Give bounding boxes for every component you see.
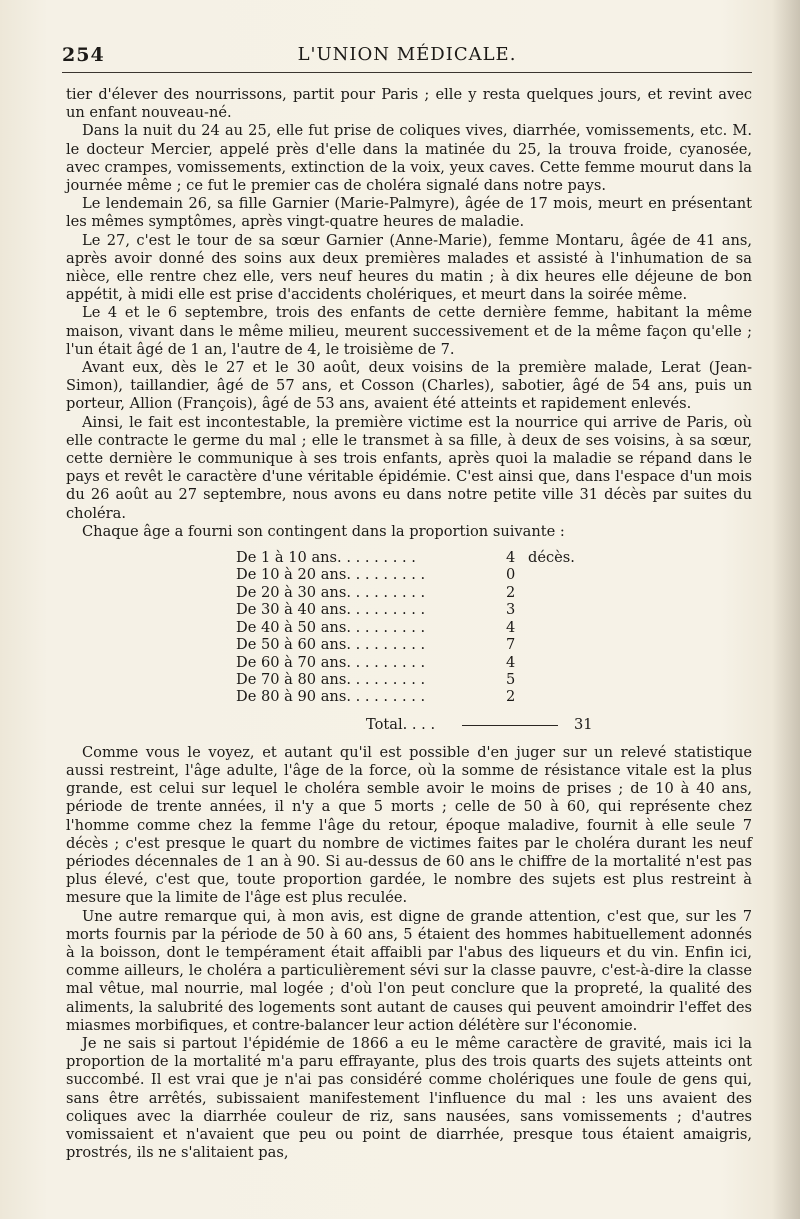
- death-count-cell: 5: [506, 670, 516, 688]
- death-count-cell: 0: [506, 566, 516, 584]
- paragraphs-before-table: [66, 86, 752, 541]
- total-count: 31: [574, 715, 593, 733]
- death-count-cell: 3: [506, 601, 516, 619]
- unit-cell: [528, 671, 616, 688]
- age-range-cell: De 10 à 20 ans. . . . . . . . .: [236, 566, 426, 584]
- page-header: [62, 40, 752, 68]
- unit-cell: [528, 636, 616, 653]
- death-count-cell: 4: [506, 653, 516, 671]
- paragraph: Ainsi, le fait est incontestable, la première victime est la nourrice qui arrive de Paris, où elle contracte le germe du mal ; elle le transmet à sa fille, à deux de ses voisins, à sa sœur, cette dernière le communique à ses trois enfants, après quoi la maladie se répand dans le pays et revêt le caractère d'une véritable épidémie. C'est ainsi que, dans l'espace d'un mois du 26 août au 27 septembre, nous avons eu dans notre petite ville 31 décès par suites du choléra.: [66, 413, 752, 522]
- paragraph: Chaque âge a fourni son contingent dans la proportion suivante :: [82, 522, 565, 540]
- paragraph: Le lendemain 26, sa fille Garnier (Marie-Palmyre), âgée de 17 mois, meurt en présentant les mêmes symptômes, après vingt-quatre heures de maladie.: [66, 195, 752, 231]
- age-range-cell: De 40 à 50 ans. . . . . . . . .: [236, 618, 426, 636]
- paragraph: tier d'élever des nourrissons, partit pour Paris ; elle y resta quelques jours, et revint avec un enfant nouveau-né.: [66, 86, 752, 122]
- unit-cell: [528, 601, 616, 618]
- total-row: [66, 716, 752, 736]
- unit-cell: [528, 688, 616, 705]
- death-count-cell: 2: [506, 688, 516, 706]
- table-row: [236, 566, 616, 583]
- age-range-cell: De 70 à 80 ans. . . . . . . . .: [236, 670, 426, 688]
- unit-cell: [528, 654, 616, 671]
- age-range-cell: De 20 à 30 ans. . . . . . . . .: [236, 583, 426, 601]
- table-row: [236, 584, 616, 601]
- page-number: 254: [62, 44, 105, 66]
- header-rule: [62, 72, 752, 73]
- unit-cell: [528, 619, 616, 636]
- paragraph: Une autre remarque qui, à mon avis, est digne de grande attention, c'est que, sur les 7 morts fournis par la période de 50 à 60 ans, 5 étaient des hommes habituellement adonnés à la boisson, dont le tempérament était affaibli par l'abus des liqueurs et du vin. Enfin ici, comme ailleurs, le choléra a particulièrement sévi sur la classe pauvre, c'est-à-dire la classe mal vêtue, mal nourrie, mal logée ; d'où l'on peut conclure que la propreté, la qualité des aliments, la salubrité des logements sont autant de causes qui peuvent amoindrir l'effet des miasmes morbifiques, et contre-balancer leur action délétère sur l'économie.: [66, 907, 752, 1034]
- age-range-cell: De 30 à 40 ans. . . . . . . . .: [236, 601, 426, 619]
- paragraph: Comme vous le voyez, et autant qu'il est possible d'en juger sur un relevé statistique aussi restreint, l'âge adulte, l'âge de la force, où la somme de résistance vitale est la plus grande, est celui sur lequel le choléra semble avoir le moins de prises ; de 10 à 40 ans, période de trente années, il n'y a que 5 morts ; celle de 50 à 60, qui représente chez l'homme comme chez la femme l'âge du retour, époque maladive, fournit à elle seule 7 décès ; c'est presque le quart du nombre de victimes faites par le choléra durant les neuf périodes décennales de 1 an à 90. Si au-dessus de 60 ans le chiffre de la mortalité n'est pas plus élevé, c'est que, toute proportion gardée, le nombre des sujets est plus restreint à mesure que la limite de l'âge est plus reculée.: [66, 743, 752, 907]
- body-text: [66, 86, 752, 1162]
- table-row: [236, 654, 616, 671]
- page-edge-shadow: [772, 0, 800, 1219]
- unit-cell: [528, 566, 616, 583]
- death-count-cell: 4: [506, 618, 516, 636]
- paragraph: Avant eux, dès le 27 et le 30 août, deux voisins de la première malade, Lerat (Jean-Simon), taillandier, âgé de 57 ans, et Cosson (Charles), sabotier, âgé de 54 ans, puis un porteur, Allion (François), âgé de 53 ans, avaient été atteints et rapidement enlevés.: [66, 359, 752, 413]
- death-count-cell: 2: [506, 583, 516, 601]
- running-title: L'UNION MÉDICALE.: [297, 44, 517, 65]
- death-count-cell: 4: [506, 549, 516, 567]
- age-range-cell: De 50 à 60 ans. . . . . . . . .: [236, 636, 426, 654]
- unit-cell: décès.: [528, 549, 575, 567]
- table-row: [236, 619, 616, 636]
- table-row: [236, 636, 616, 653]
- paragraph: Je ne sais si partout l'épidémie de 1866 a eu le même caractère de gravité, mais ici la proportion de la mortalité m'a paru effrayante, plus des trois quarts des sujets atteints ont succombé. Il est vrai que je n'ai pas considéré comme cholériques une foule de gens qui, sans être arrêtés, subissaient manifestement l'influence du mal : les uns avaient des coliques avec la diarrhée couleur de riz, sans nausées, sans vomissements ; d'autres vomissaient et n'avaient que peu ou point de diarrhée, presque tous étaient amaigris, prostrés, ils ne s'alitaient pas,: [66, 1034, 752, 1162]
- age-mortality-table: [236, 549, 616, 706]
- total-rule: [462, 725, 558, 726]
- paragraph: Le 27, c'est le tour de sa sœur Garnier (Anne-Marie), femme Montaru, âgée de 41 ans, après avoir donné des soins aux deux premières malades et assisté à l'inhumation de sa nièce, elle rentre chez elle, vers neuf heures du matin ; à dix heures elle déjeune de bon appétit, à midi elle est prise d'accidents cholériques, et meurt dans la soirée même.: [66, 231, 752, 304]
- table-row: [236, 601, 616, 618]
- age-range-cell: De 60 à 70 ans. . . . . . . . .: [236, 653, 426, 671]
- paragraph: Dans la nuit du 24 au 25, elle fut prise de coliques vives, diarrhée, vomissements, etc. M. le docteur Mercier, appelé près d'elle dans la matinée du 25, la trouva froide, cyanosée, avec crampes, vomissements, extinction de la voix, yeux caves. Cette femme mourut dans la journée même ; ce fut le premier cas de choléra signalé dans notre pays.: [66, 122, 752, 195]
- table-row: [236, 688, 616, 705]
- age-range-cell: De 80 à 90 ans. . . . . . . . .: [236, 688, 426, 706]
- age-range-cell: De 1 à 10 ans. . . . . . . . .: [236, 549, 416, 567]
- unit-cell: [528, 584, 616, 601]
- paragraphs-after-table: [66, 744, 752, 1163]
- total-label: Total. . . .: [366, 715, 436, 733]
- paragraph: Le 4 et le 6 septembre, trois des enfants de cette dernière femme, habitant la même maison, vivant dans le même milieu, meurent successivement et de la même façon qu'elle ; l'un était âgé de 1 an, l'autre de 4, le troisième de 7.: [66, 304, 752, 358]
- death-count-cell: 7: [506, 636, 516, 654]
- table-row: [236, 671, 616, 688]
- table-row: [236, 549, 616, 566]
